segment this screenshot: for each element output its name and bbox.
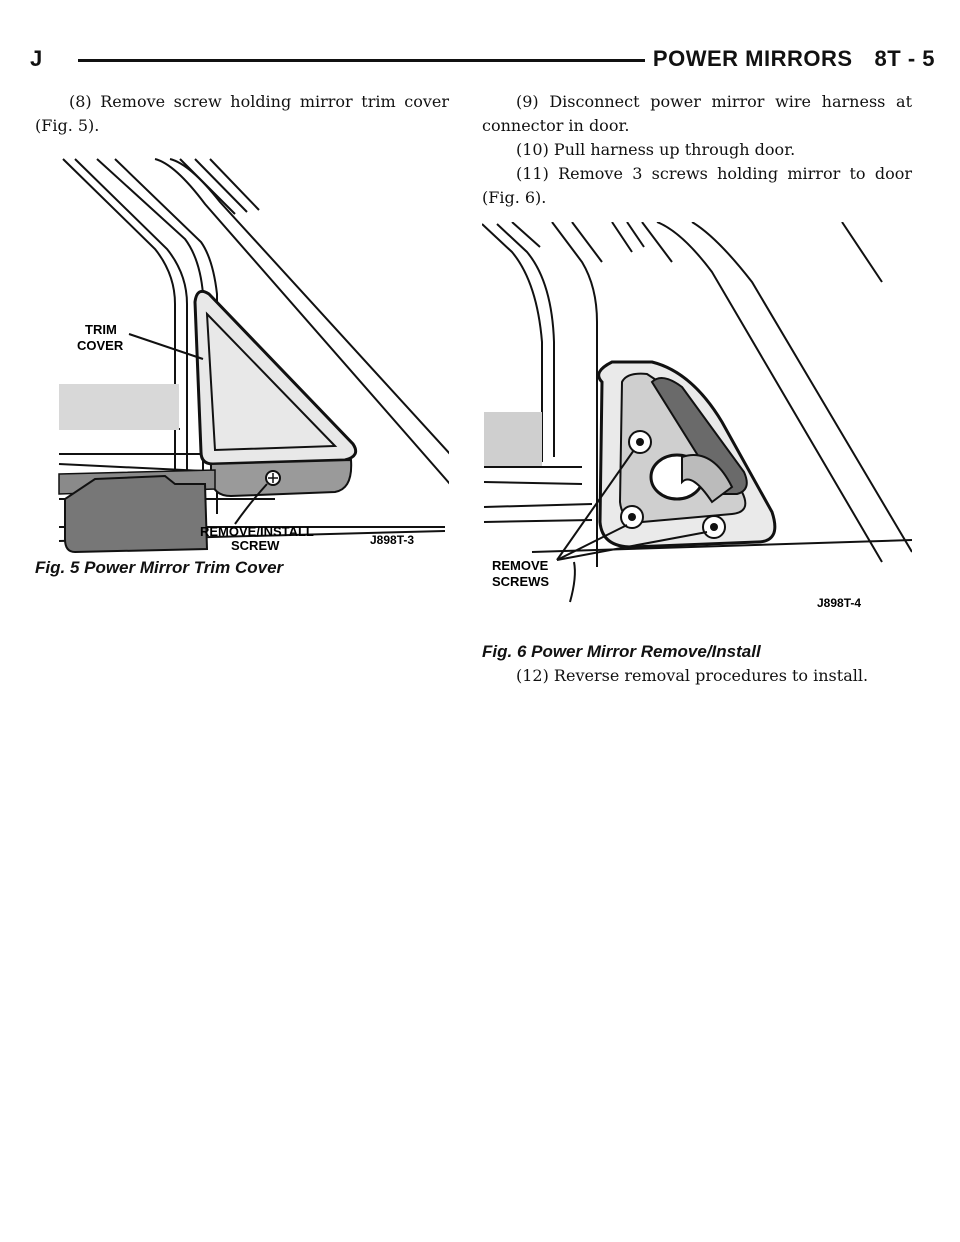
step-8-text: (8) Remove screw holding mirror trim cover (Fig. 5). [35, 92, 449, 135]
header-section-title: POWER MIRRORS [652, 46, 853, 71]
fig5-label-trim-2: COVER [77, 338, 124, 353]
right-column [482, 90, 912, 688]
fig5-label-screw-1: REMOVE/INSTALL [200, 524, 314, 539]
left-column [35, 90, 449, 578]
header-section-letter: J [30, 46, 43, 71]
step-9-text: (9) Disconnect power mirror wire harness at connector in door. [482, 92, 912, 135]
step-12-text: (12) Reverse removal procedures to install. [516, 666, 869, 685]
fig6-label-screws-1: REMOVE [492, 558, 549, 573]
figure-6-illustration [482, 222, 912, 632]
figure-5-illustration [35, 154, 449, 554]
fig5-label-trim-1: TRIM [85, 322, 117, 337]
fig5-code: J898T-3 [370, 533, 415, 547]
figure-6-caption: Fig. 6 Power Mirror Remove/Install [482, 642, 761, 661]
figure-5 [35, 154, 449, 578]
header-page-number: 8T - 5 [874, 46, 935, 71]
step-10-text: (10) Pull harness up through door. [516, 140, 796, 159]
fig5-label-screw-2: SCREW [231, 538, 280, 553]
header-rule [78, 59, 645, 62]
header-title [653, 46, 935, 72]
page-header [30, 40, 935, 76]
fig6-code: J898T-4 [817, 596, 862, 610]
figure-6 [482, 222, 912, 662]
fig6-label-screws-2: SCREWS [492, 574, 550, 589]
step-11-text: (11) Remove 3 screws holding mirror to door (Fig. 6). [482, 164, 912, 207]
figure-5-caption: Fig. 5 Power Mirror Trim Cover [35, 558, 284, 577]
